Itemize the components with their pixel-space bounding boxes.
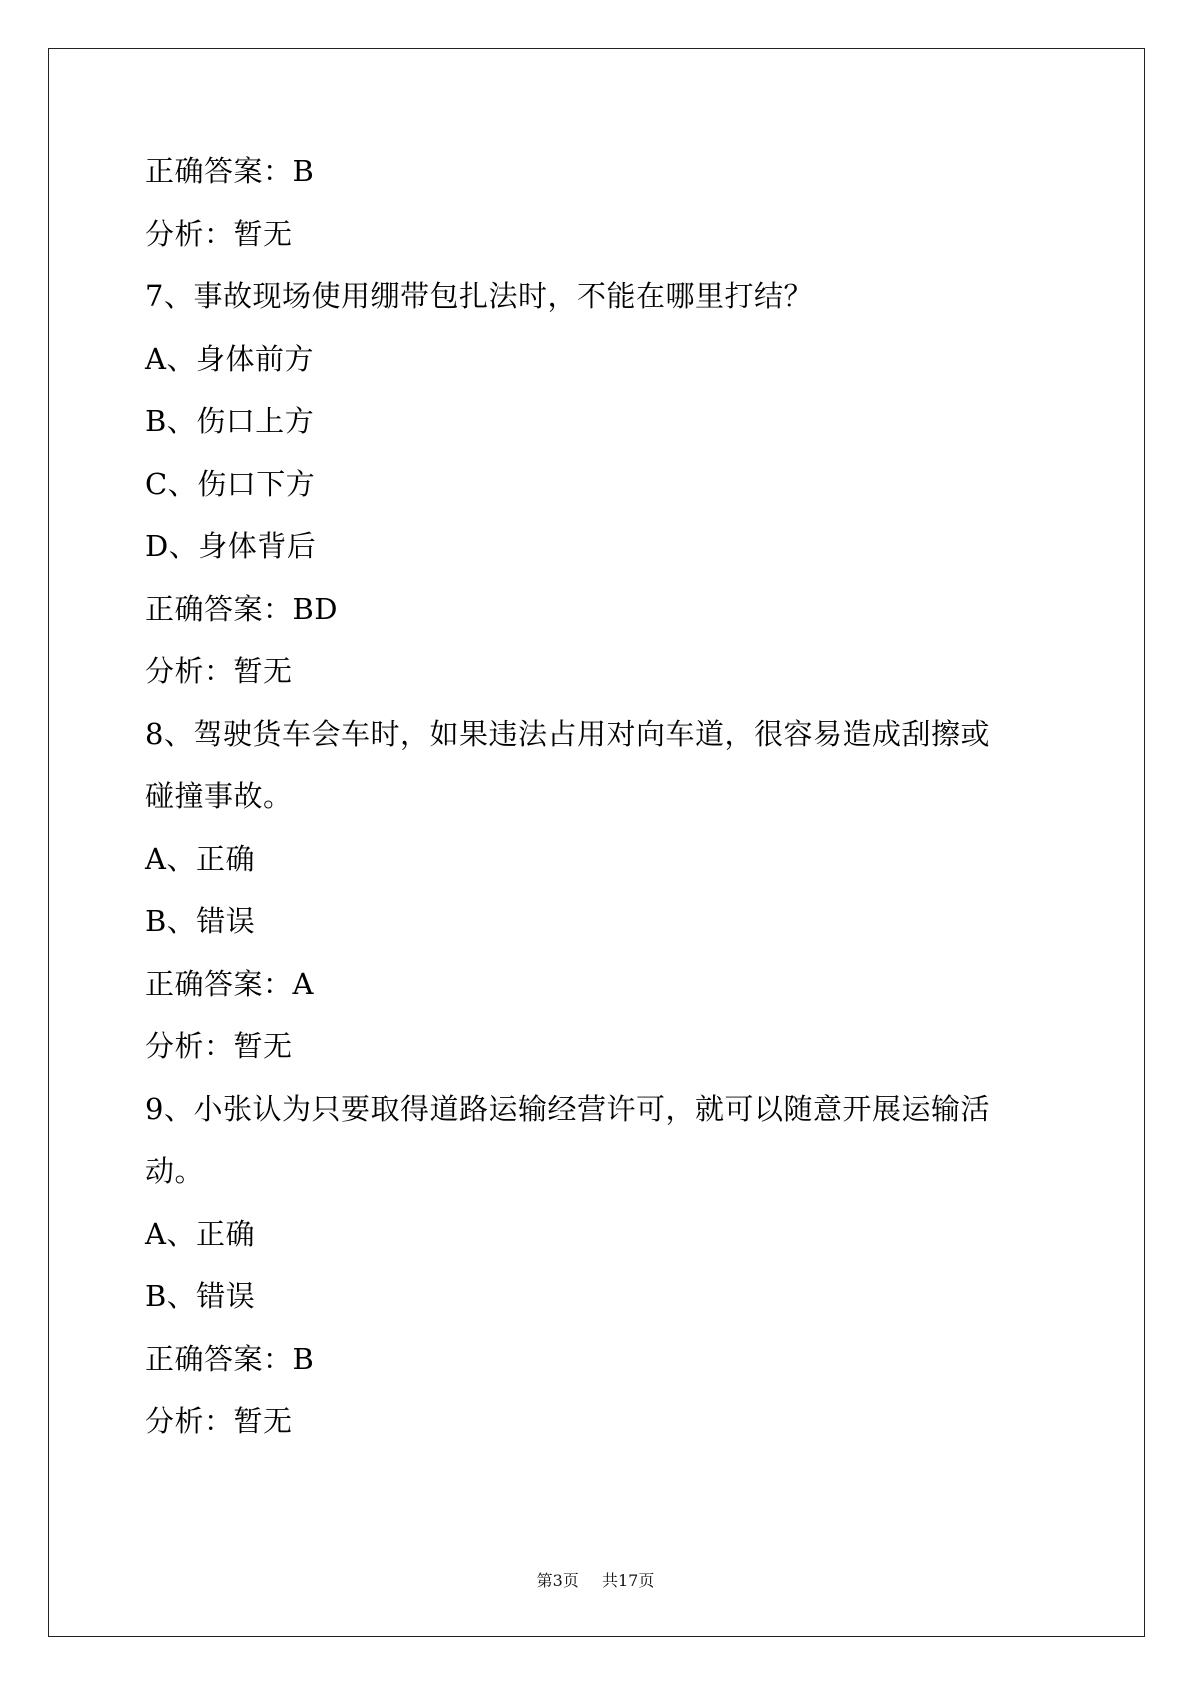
option-a-q9: A、正确 <box>145 1216 255 1251</box>
analysis-line-q7: 分析：暂无 <box>145 654 293 688</box>
option-b-q7: B、伤口上方 <box>145 404 315 438</box>
document-body <box>145 140 1065 1453</box>
answer-line-q9: 正确答案：B <box>145 1341 315 1376</box>
page-footer <box>0 1568 1191 1591</box>
question-8-line-1: 8、驾驶货车会车时，如果违法占用对向车道，很容易造成刮擦或 <box>145 716 990 751</box>
answer-line-q8: 正确答案：A <box>145 966 314 1001</box>
option-c-q7: C、伤口下方 <box>145 466 316 501</box>
option-b-q8: B、错误 <box>145 904 256 938</box>
analysis-line-q9: 分析：暂无 <box>145 1404 293 1438</box>
analysis-line-q8: 分析：暂无 <box>145 1029 293 1063</box>
page-total: 共17页 <box>601 1571 655 1590</box>
question-9-line-1: 9、小张认为只要取得道路运输经营许可，就可以随意开展运输活 <box>145 1091 990 1126</box>
question-7: 7、事故现场使用绷带包扎法时，不能在哪里打结？ <box>145 279 813 313</box>
analysis-line-q6: 分析：暂无 <box>145 216 293 251</box>
option-a-q8: A、正确 <box>145 841 255 876</box>
option-b-q9: B、错误 <box>145 1279 256 1313</box>
answer-line-q7: 正确答案：BD <box>145 591 339 626</box>
question-9-line-2: 动。 <box>145 1154 205 1188</box>
page-number: 第3页 <box>536 1571 579 1590</box>
question-8-line-2: 碰撞事故。 <box>145 779 293 813</box>
option-d-q7: D、身体背后 <box>145 529 317 563</box>
option-a-q7: A、身体前方 <box>145 341 314 376</box>
answer-line-q6: 正确答案：B <box>145 154 315 188</box>
